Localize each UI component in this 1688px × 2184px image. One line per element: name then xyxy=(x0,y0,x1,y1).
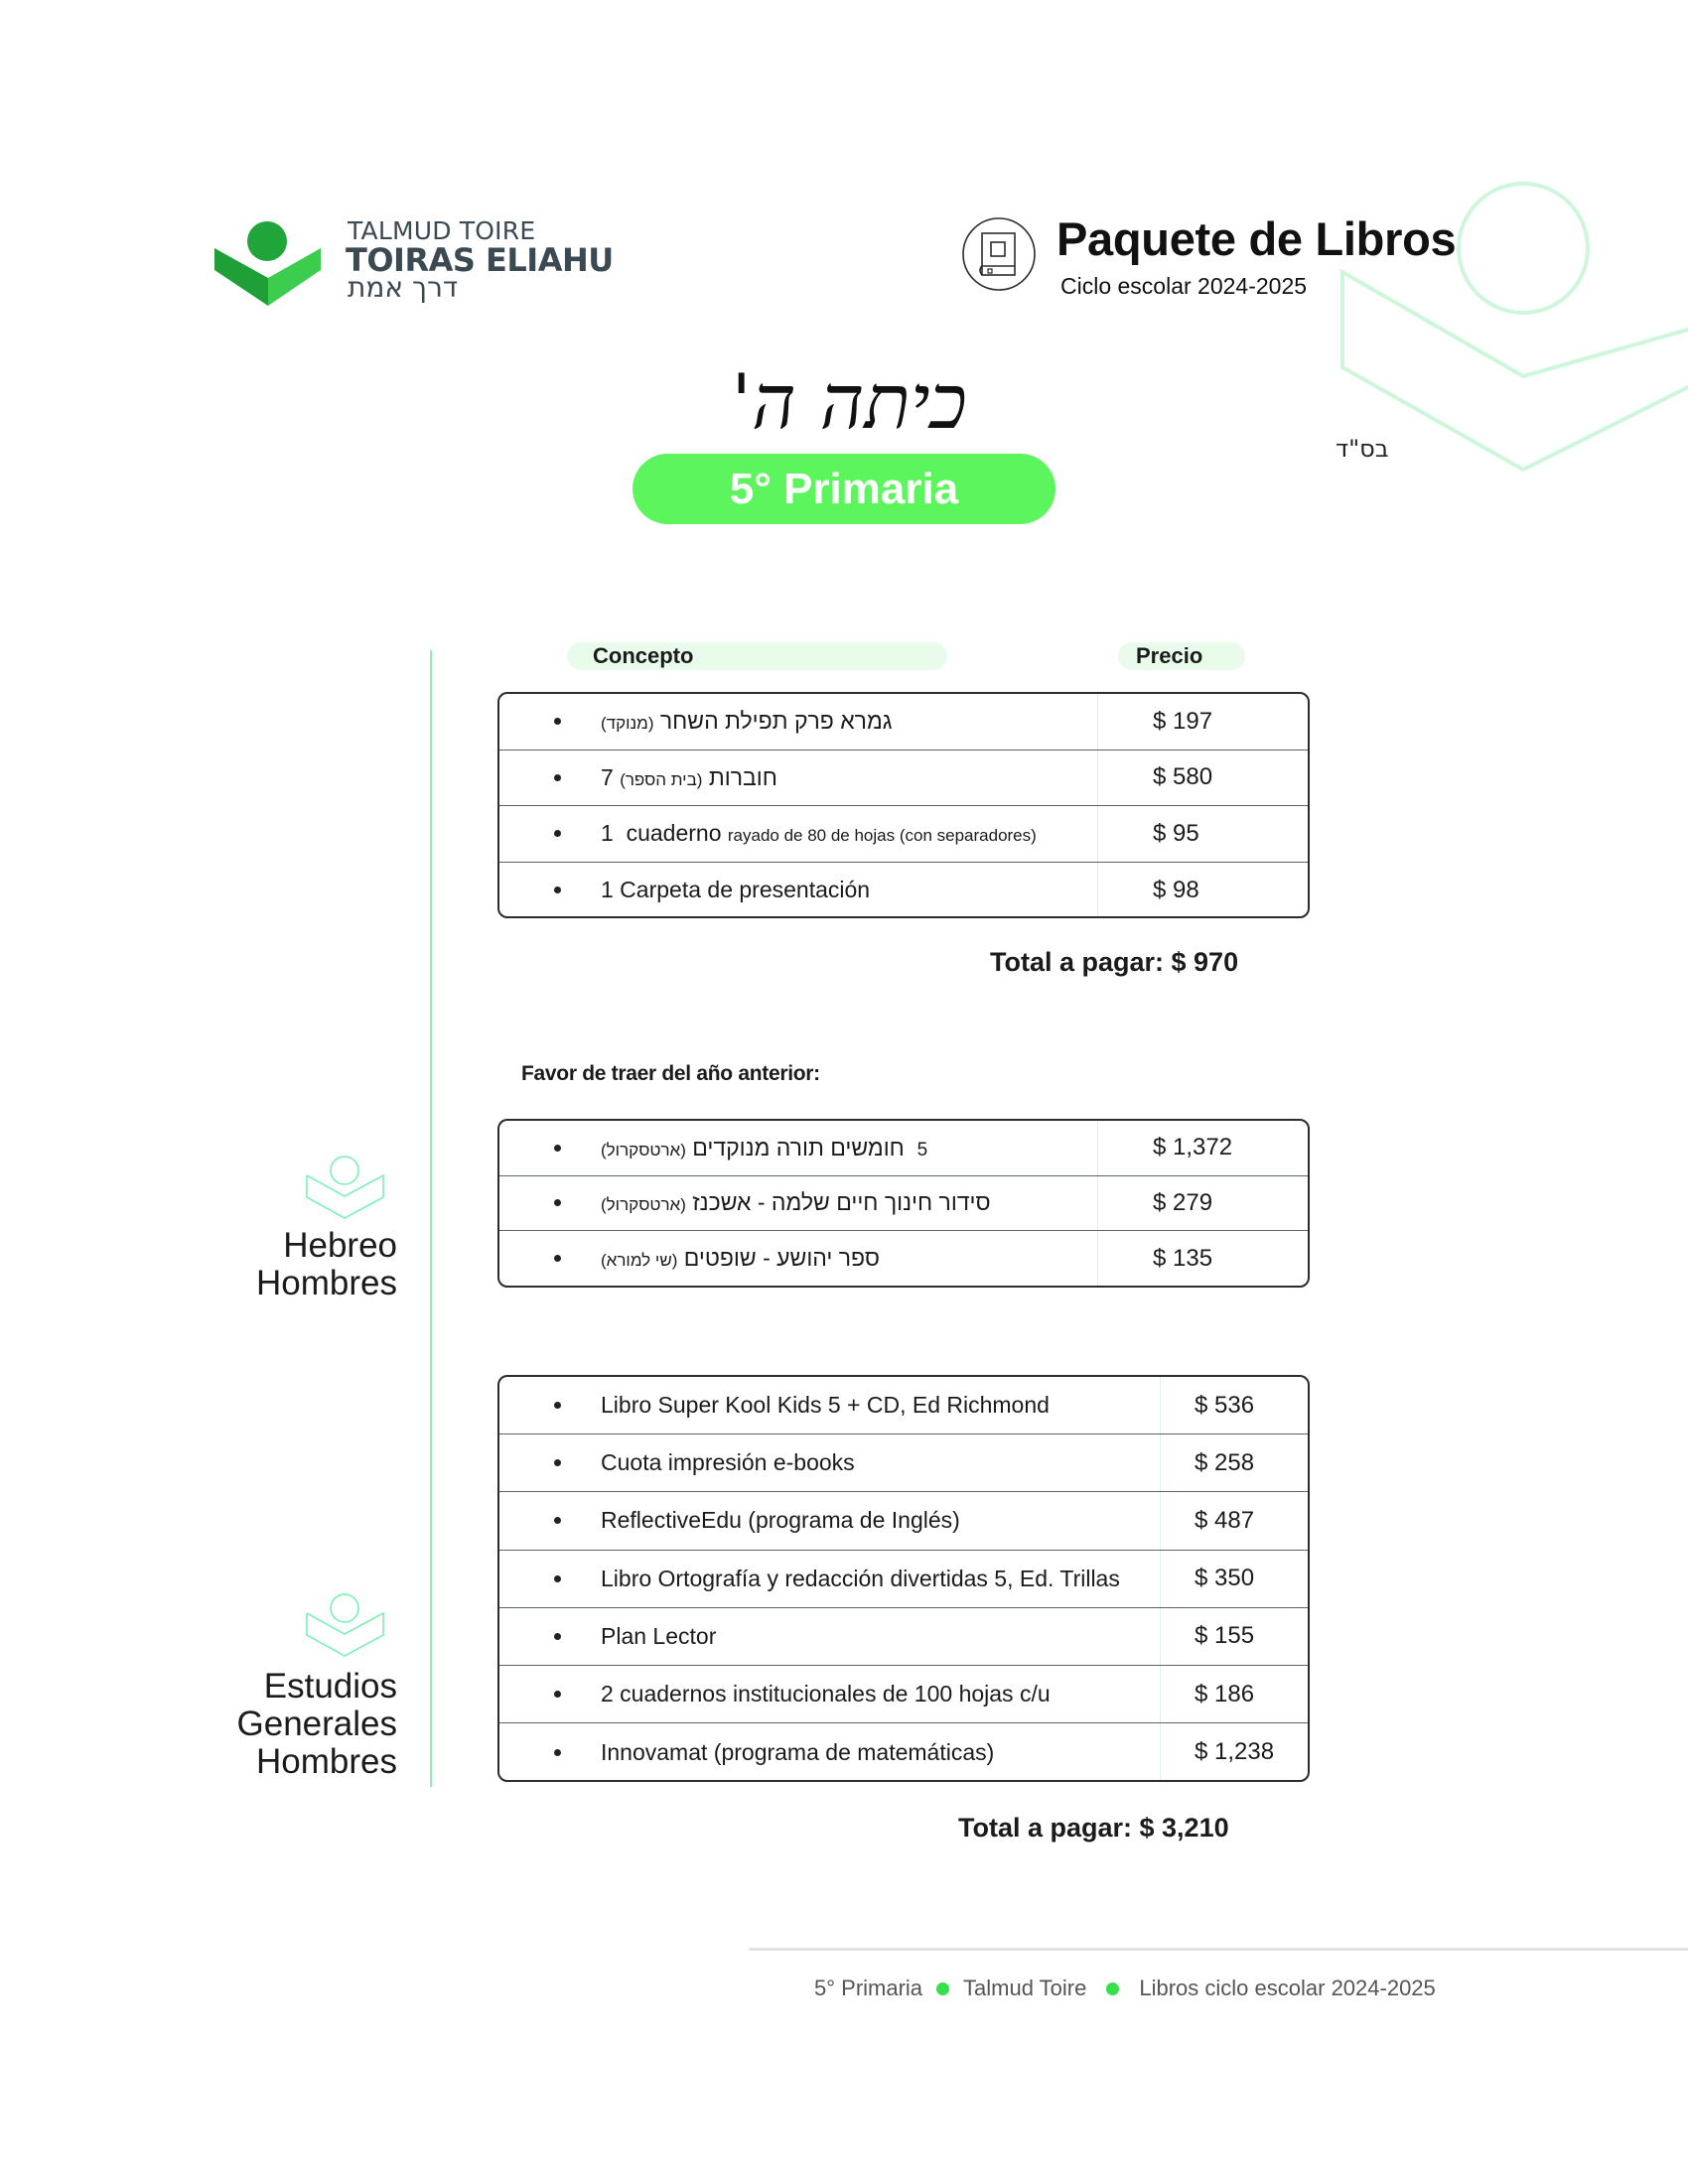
footer xyxy=(814,1976,1436,2001)
bullet-icon xyxy=(554,718,561,725)
bullet-icon xyxy=(554,887,561,893)
dot-icon xyxy=(1106,1982,1119,1995)
item-concept: Cuota impresión e-books xyxy=(601,1449,855,1476)
column-header-precio: Precio xyxy=(1118,642,1245,670)
item-price: $ 1,372 xyxy=(1153,1134,1233,1161)
total-hebrew: Total a pagar: $ 970 xyxy=(990,947,1239,977)
item-concept: ספר יהושע - שופטים (שי למורא) xyxy=(601,1245,880,1272)
item-concept: גמרא פרק תפילת השחר (מנוקד) xyxy=(601,708,893,735)
book-icon xyxy=(961,216,1037,292)
bullet-icon xyxy=(554,1459,561,1466)
item-price: $ 155 xyxy=(1195,1622,1255,1650)
item-price: $ 258 xyxy=(1195,1448,1255,1476)
bullet-icon xyxy=(554,1633,561,1640)
bullet-icon xyxy=(554,1749,561,1756)
watermark-circle xyxy=(1459,184,1588,313)
bullet-icon xyxy=(554,1402,561,1409)
logo-line-3: דרך אמת xyxy=(348,271,459,304)
logo-line-1: TALMUD TOIRE xyxy=(348,216,536,245)
item-price: $ 186 xyxy=(1195,1680,1255,1707)
table-row xyxy=(499,806,1308,863)
page-title: Paquete de Libros xyxy=(1056,212,1457,265)
table-row xyxy=(499,863,1308,919)
bring-from-previous-year-note: Favor de traer del año anterior: xyxy=(521,1062,820,1085)
bullet-icon xyxy=(554,1691,561,1698)
table-row xyxy=(499,1176,1308,1232)
table-row xyxy=(499,1723,1308,1781)
item-concept: Innovamat (programa de matemáticas) xyxy=(601,1738,995,1765)
item-price: $ 197 xyxy=(1153,707,1213,735)
bullet-icon xyxy=(554,1517,561,1524)
item-concept: ReflectiveEdu (programa de Inglés) xyxy=(601,1507,960,1534)
table-row xyxy=(499,1231,1308,1287)
item-price: $ 98 xyxy=(1153,876,1199,903)
item-concept: Libro Ortografía y redacción divertidas 5, Ed. Trillas xyxy=(601,1565,1120,1591)
item-concept: Plan Lector xyxy=(601,1622,717,1649)
item-price: $ 1,238 xyxy=(1195,1738,1275,1766)
books-table-hebrew xyxy=(497,692,1310,918)
item-concept: 1 cuaderno rayado de 80 de hojas (con separadores) xyxy=(601,820,1037,847)
dot-icon xyxy=(936,1982,949,1995)
bullet-icon xyxy=(554,1575,561,1582)
table-row xyxy=(499,1121,1308,1176)
item-price: $ 279 xyxy=(1153,1188,1213,1216)
bsd-mark: בס"ד xyxy=(1336,435,1389,463)
table-row xyxy=(499,1492,1308,1550)
section-divider-line xyxy=(430,650,432,1787)
item-price: $ 580 xyxy=(1153,763,1213,791)
books-table-previous-year xyxy=(497,1119,1310,1288)
table-row xyxy=(499,1434,1308,1492)
footer-cycle: Libros ciclo escolar 2024-2025 xyxy=(1139,1976,1436,2000)
table-row xyxy=(499,1377,1308,1434)
item-concept: סידור חינוך חיים שלמה - אשכנז (ארטסקרול) xyxy=(601,1189,991,1216)
item-concept: 2 cuadernos institucionales de 100 hojas c/u xyxy=(601,1681,1051,1707)
book-reader-icon xyxy=(301,1150,390,1223)
grade-label: 5° Primaria xyxy=(729,464,959,513)
item-price: $ 135 xyxy=(1153,1244,1213,1272)
table-row xyxy=(499,751,1308,807)
table-row xyxy=(499,1608,1308,1666)
item-concept: Libro Super Kool Kids 5 + CD, Ed Richmond xyxy=(601,1392,1050,1419)
bullet-icon xyxy=(554,1255,561,1262)
footer-school: Talmud Toire xyxy=(963,1976,1087,2000)
column-header-concepto: Concepto xyxy=(567,642,947,670)
item-price: $ 350 xyxy=(1195,1565,1255,1592)
table-row xyxy=(499,1666,1308,1723)
bullet-icon xyxy=(554,774,561,781)
table-row xyxy=(499,1551,1308,1608)
book-reader-icon xyxy=(301,1587,390,1661)
section-label-hebreo: Hebreo Hombres xyxy=(256,1226,397,1302)
books-table-general-studies xyxy=(497,1375,1310,1782)
item-price: $ 487 xyxy=(1195,1506,1255,1534)
table-row xyxy=(499,694,1308,751)
bullet-icon xyxy=(554,830,561,837)
item-concept: חוברות (בית הספר) 7 xyxy=(601,763,777,790)
item-concept: 5 חומשים תורה מנוקדים (ארטסקרול) xyxy=(601,1134,928,1160)
footer-divider xyxy=(749,1948,1688,1951)
item-price: $ 536 xyxy=(1195,1391,1255,1419)
footer-grade: 5° Primaria xyxy=(814,1976,923,2000)
logo-line-2: TOIRAS ELIAHU xyxy=(346,241,614,279)
bullet-icon xyxy=(554,1145,561,1152)
item-concept: 1 Carpeta de presentación xyxy=(601,877,871,903)
total-general-studies: Total a pagar: $ 3,210 xyxy=(958,1813,1229,1843)
school-logo-icon xyxy=(209,216,328,311)
page-subtitle: Ciclo escolar 2024-2025 xyxy=(1060,273,1308,299)
section-label-estudios-generales: Estudios Generales Hombres xyxy=(236,1667,397,1781)
grade-hebrew-title: כיתה ה' xyxy=(731,357,967,446)
item-price: $ 95 xyxy=(1153,819,1199,847)
watermark-chevron xyxy=(1342,272,1688,470)
bullet-icon xyxy=(554,1199,561,1206)
grade-badge xyxy=(633,454,1055,524)
